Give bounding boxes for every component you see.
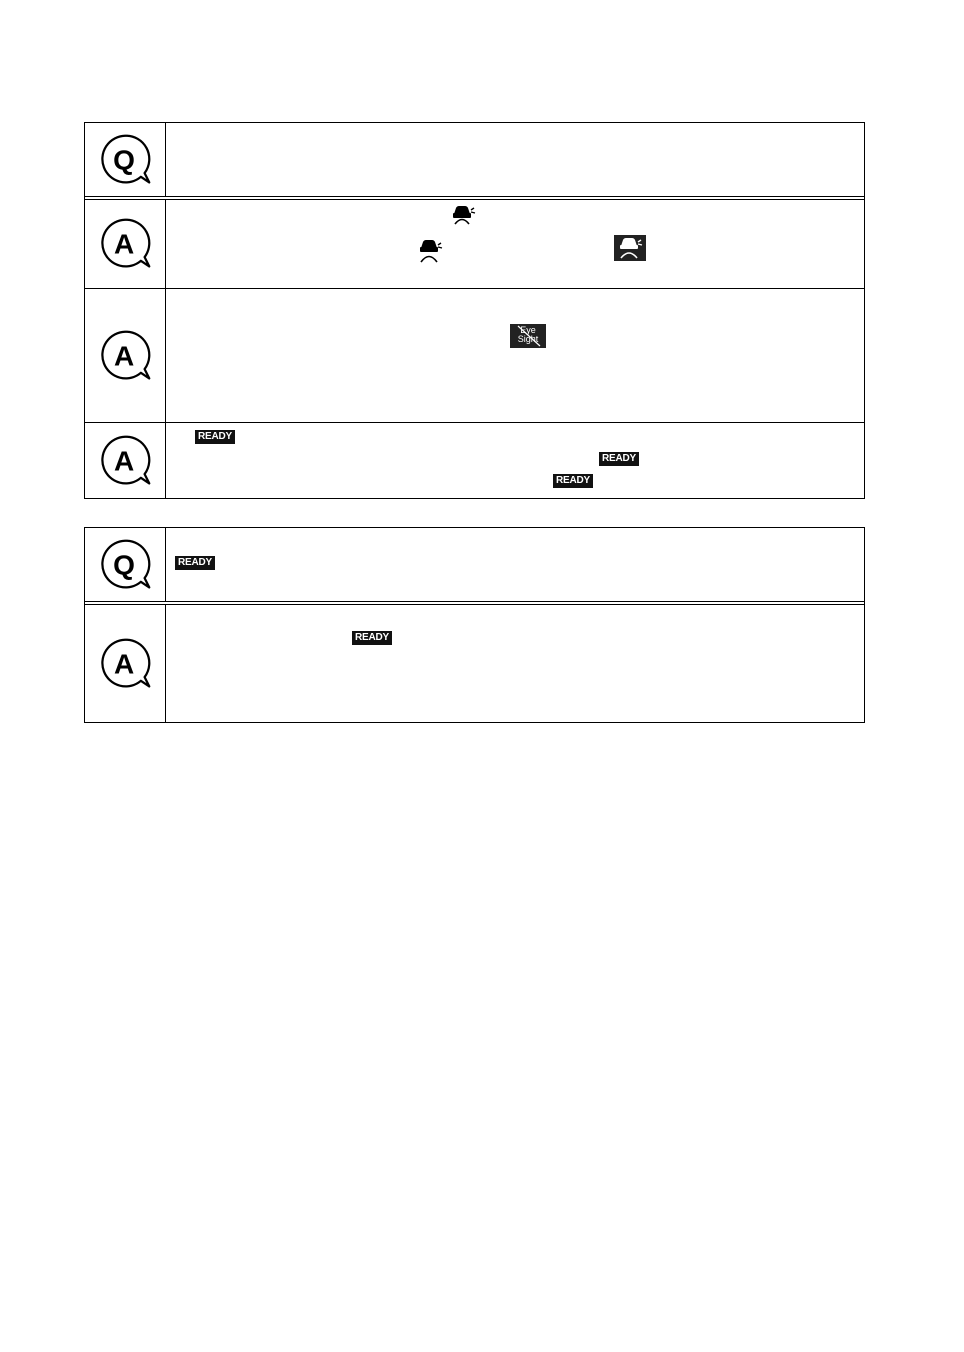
car-gauge-icon bbox=[416, 238, 444, 264]
eyesight-label-2: Sight bbox=[517, 334, 539, 344]
question-row-2 bbox=[85, 528, 864, 601]
question-letter: Q bbox=[113, 143, 135, 175]
answer-icon-cell bbox=[85, 423, 166, 498]
answer-bubble-icon bbox=[97, 328, 153, 384]
answer-letter: A bbox=[113, 339, 135, 371]
ready-indicator-icon: READY bbox=[195, 430, 235, 444]
answer-row-1 bbox=[85, 196, 864, 288]
ready-indicator-icon: READY bbox=[175, 556, 215, 570]
answer-text-1 bbox=[166, 200, 864, 288]
answer-text-2 bbox=[166, 289, 864, 422]
answer-text-3 bbox=[166, 423, 864, 498]
answer-letter: A bbox=[113, 647, 135, 679]
qa-table-2 bbox=[84, 527, 865, 723]
question-text-2 bbox=[166, 528, 864, 601]
qa-table-1 bbox=[84, 122, 865, 499]
answer-row-3 bbox=[85, 422, 864, 498]
answer-row-2 bbox=[85, 288, 864, 422]
answer-bubble-icon bbox=[97, 216, 153, 272]
question-icon-cell bbox=[85, 123, 166, 196]
question-icon-cell bbox=[85, 528, 166, 601]
answer-icon-cell bbox=[85, 605, 166, 722]
answer-letter: A bbox=[113, 228, 135, 260]
eyesight-off-icon bbox=[510, 324, 546, 348]
question-row-1 bbox=[85, 123, 864, 196]
question-text-1 bbox=[166, 123, 864, 196]
car-gauge-icon bbox=[449, 204, 477, 226]
question-bubble-icon bbox=[97, 132, 153, 188]
ready-indicator-icon: READY bbox=[553, 474, 593, 488]
answer-text-4 bbox=[166, 605, 864, 722]
answer-row-4 bbox=[85, 601, 864, 722]
answer-letter: A bbox=[113, 444, 135, 476]
question-bubble-icon bbox=[97, 537, 153, 593]
answer-bubble-icon bbox=[97, 636, 153, 692]
answer-bubble-icon bbox=[97, 433, 153, 489]
ready-indicator-icon: READY bbox=[599, 452, 639, 466]
eyesight-label-1: Eye bbox=[520, 325, 536, 335]
answer-icon-cell bbox=[85, 289, 166, 422]
answer-icon-cell bbox=[85, 200, 166, 288]
ready-indicator-icon: READY bbox=[352, 631, 392, 645]
question-letter: Q bbox=[113, 548, 135, 580]
strike-icon bbox=[510, 324, 546, 348]
car-gauge-inverse-icon bbox=[614, 235, 646, 261]
